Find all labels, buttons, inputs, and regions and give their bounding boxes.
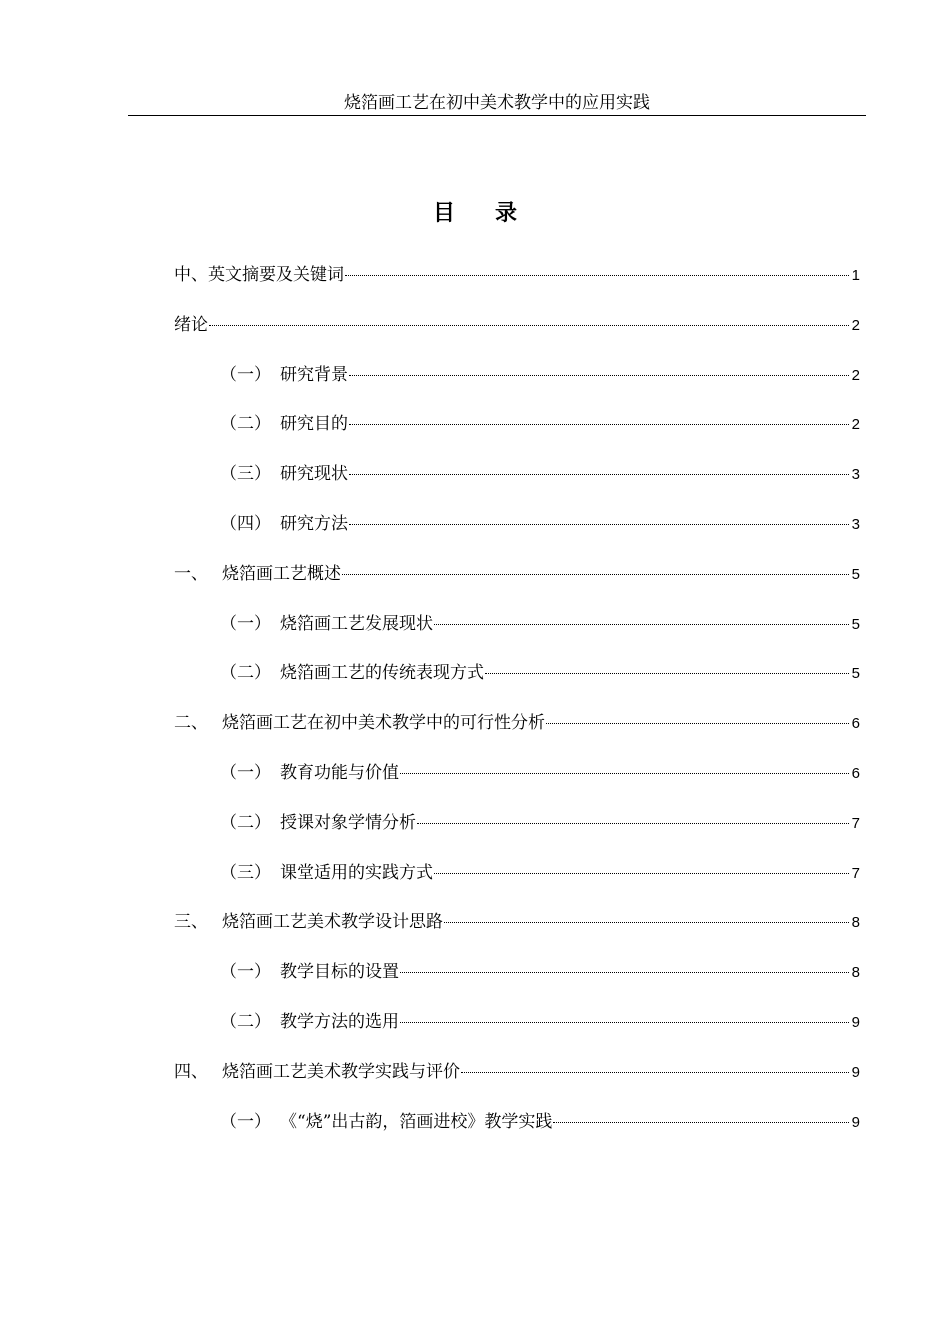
- toc-entry-number: （一）: [220, 1111, 271, 1132]
- header-divider: [128, 115, 866, 116]
- toc-entry-text: 烧箔画工艺发展现状: [280, 613, 433, 634]
- dot-leader: [434, 624, 849, 625]
- toc-entry-text: 研究现状: [280, 464, 348, 485]
- toc-page-number: 7: [851, 814, 860, 832]
- toc-entry-text: 烧箔画工艺概述: [222, 563, 341, 584]
- toc-entry[interactable]: [174, 959, 860, 1009]
- toc-entry-text: 绪论: [174, 314, 208, 335]
- dot-leader: [209, 325, 849, 326]
- toc-entry-number: （一）: [220, 962, 271, 983]
- toc-page-number: 3: [851, 515, 860, 533]
- dot-leader: [434, 873, 849, 874]
- toc-page-number: 8: [851, 914, 860, 932]
- toc-entry-text: 研究背景: [280, 364, 348, 385]
- dot-leader: [345, 275, 849, 276]
- toc-page-number: 6: [851, 715, 860, 733]
- toc-entry-number: 四、: [174, 1061, 208, 1082]
- toc-entry[interactable]: [174, 411, 860, 461]
- toc-entry[interactable]: [174, 461, 860, 511]
- toc-entry[interactable]: [174, 660, 860, 710]
- dot-leader: [400, 773, 849, 774]
- toc-entry-text: 教学目标的设置: [280, 962, 399, 983]
- toc-page-number: 9: [851, 1013, 860, 1031]
- toc-entry-number: （一）: [220, 364, 271, 385]
- toc-page-number: 8: [851, 964, 860, 982]
- toc-entry-number: （三）: [220, 464, 271, 485]
- toc-page-number: 2: [851, 366, 860, 384]
- dot-leader: [546, 723, 849, 724]
- running-header: 烧箔画工艺在初中美术教学中的应用实践: [344, 93, 650, 113]
- toc-entry-text: 烧箔画工艺美术教学实践与评价: [222, 1061, 460, 1082]
- dot-leader: [444, 922, 849, 923]
- toc-entry-text: 烧箔画工艺在初中美术教学中的可行性分析: [222, 713, 545, 734]
- toc-page-number: 1: [851, 267, 860, 284]
- toc-entry-text: 课堂适用的实践方式: [280, 862, 433, 883]
- toc-entry-number: （四）: [220, 513, 271, 534]
- toc-page-number: 3: [851, 466, 860, 484]
- dot-leader: [342, 574, 849, 575]
- toc-entry-number: （二）: [220, 414, 271, 435]
- toc-entry[interactable]: [174, 760, 860, 810]
- toc-page-number: 5: [851, 615, 860, 633]
- toc-entry-number: （一）: [220, 613, 271, 634]
- toc-page-number: 2: [851, 316, 860, 334]
- toc-title: 目录: [432, 200, 557, 226]
- toc-entry-number: （二）: [220, 1011, 271, 1032]
- toc-entry-text: 教育功能与价值: [280, 762, 399, 783]
- toc-entry-text: 教学方法的选用: [280, 1011, 399, 1032]
- toc-entry[interactable]: [174, 362, 860, 412]
- toc-entry-text: 研究目的: [280, 414, 348, 435]
- toc-entry-number: 三、: [174, 912, 208, 933]
- dot-leader: [485, 673, 849, 674]
- toc-entry-number: 二、: [174, 713, 208, 734]
- toc-chapter-4[interactable]: [174, 1059, 860, 1109]
- dot-leader: [400, 1022, 849, 1023]
- toc-entry-introduction[interactable]: [174, 312, 860, 362]
- toc-entry[interactable]: [174, 1109, 860, 1159]
- dot-leader: [417, 823, 849, 824]
- toc-page-number: 7: [851, 864, 860, 882]
- toc-entry-text: 中、英文摘要及关键词: [174, 265, 344, 285]
- dot-leader: [349, 524, 849, 525]
- dot-leader: [349, 375, 849, 376]
- dot-leader: [461, 1072, 849, 1073]
- dot-leader: [349, 424, 849, 425]
- toc-chapter-1[interactable]: [174, 561, 860, 611]
- toc-page-number: 5: [851, 665, 860, 683]
- toc-entry[interactable]: [174, 1009, 860, 1059]
- toc-chapter-2[interactable]: [174, 710, 860, 760]
- toc-entry-number: （三）: [220, 862, 271, 883]
- toc-page-number: 9: [851, 1113, 860, 1131]
- toc-entry-text: 烧箔画工艺美术教学设计思路: [222, 912, 443, 933]
- table-of-contents: [174, 262, 860, 1158]
- toc-entry-text: 烧箔画工艺的传统表现方式: [280, 663, 484, 684]
- toc-entry-text: 研究方法: [280, 513, 348, 534]
- toc-entry[interactable]: [174, 860, 860, 910]
- toc-page-number: 2: [851, 416, 860, 434]
- toc-page-number: 9: [851, 1063, 860, 1081]
- toc-entry[interactable]: [174, 611, 860, 661]
- dot-leader: [349, 474, 849, 475]
- toc-entry-number: 一、: [174, 563, 208, 584]
- toc-entry-number: （一）: [220, 762, 271, 783]
- toc-entry[interactable]: [174, 511, 860, 561]
- toc-entry-number: （二）: [220, 663, 271, 684]
- toc-page-number: 5: [851, 565, 860, 583]
- dot-leader: [400, 972, 849, 973]
- toc-entry-abstract[interactable]: [174, 262, 860, 312]
- toc-entry-text: 授课对象学情分析: [280, 812, 416, 833]
- toc-entry-number: （二）: [220, 812, 271, 833]
- toc-chapter-3[interactable]: [174, 909, 860, 959]
- dot-leader: [553, 1122, 849, 1123]
- toc-page-number: 6: [851, 764, 860, 782]
- toc-entry[interactable]: [174, 810, 860, 860]
- toc-entry-text: 《“烧”出古韵，箔画进校》教学实践: [280, 1111, 553, 1132]
